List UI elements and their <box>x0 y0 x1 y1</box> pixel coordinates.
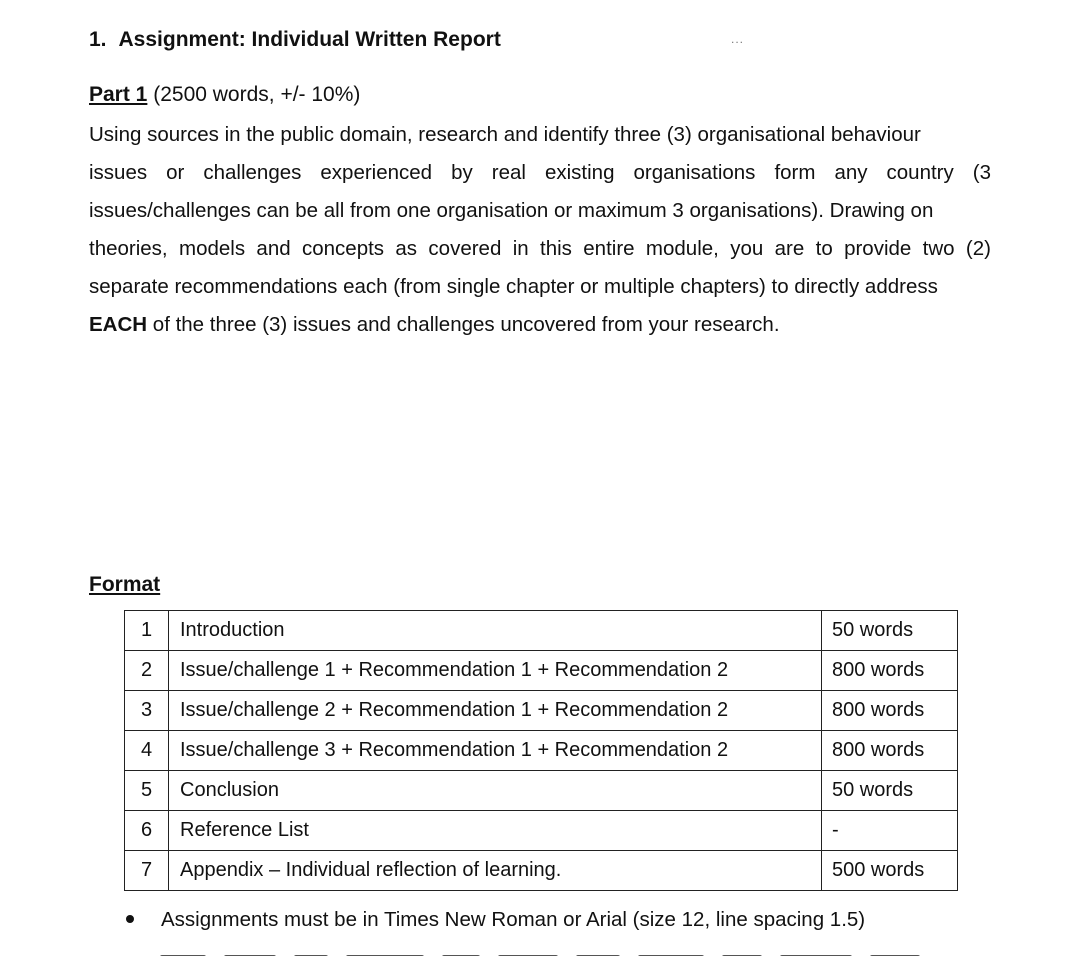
row-item: Issue/challenge 3 + Recommendation 1 + Recommendation 2 <box>169 731 822 771</box>
format-title: Format <box>89 573 161 596</box>
row-words: 800 words <box>822 691 958 731</box>
row-words: - <box>822 811 958 851</box>
table-row <box>125 651 958 691</box>
row-words: 50 words <box>822 611 958 651</box>
row-number: 4 <box>125 731 169 771</box>
row-item: Conclusion <box>169 771 822 811</box>
row-number: 1 <box>125 611 169 651</box>
row-number: 2 <box>125 651 169 691</box>
row-words: 800 words <box>822 731 958 771</box>
row-number: 3 <box>125 691 169 731</box>
paragraph-line-6 <box>89 306 991 344</box>
paragraph-line-3: issues/challenges can be all from one organisation or maximum 3 organisations). Drawing on <box>89 199 934 222</box>
table-row <box>125 811 958 851</box>
part-detail: (2500 words, +/- 10%) <box>153 83 361 106</box>
bullet-dot-icon <box>126 915 134 923</box>
assignment-heading <box>89 28 501 52</box>
paragraph-line-5: separate recommendations each (from single chapter or multiple chapters) to directly address <box>89 275 938 298</box>
row-number: 6 <box>125 811 169 851</box>
table-row <box>125 611 958 651</box>
instructions-paragraph <box>89 116 991 344</box>
paragraph-line-6-rest: of the three (3) issues and challenges uncovered from your research. <box>147 313 780 336</box>
faint-marker: ... <box>731 32 745 46</box>
part-label: Part 1 <box>89 83 148 106</box>
bullet-text: Assignments must be in Times New Roman or Arial (size 12, line spacing 1.5) <box>161 908 866 931</box>
table-row <box>125 851 958 891</box>
row-words: 500 words <box>822 851 958 891</box>
table-row <box>125 731 958 771</box>
row-item: Reference List <box>169 811 822 851</box>
row-item: Issue/challenge 2 + Recommendation 1 + Recommendation 2 <box>169 691 822 731</box>
row-item: Appendix – Individual reflection of learning. <box>169 851 822 891</box>
cut-off-next-line <box>160 946 980 956</box>
row-words: 800 words <box>822 651 958 691</box>
table-row <box>125 771 958 811</box>
row-item: Issue/challenge 1 + Recommendation 1 + Recommendation 2 <box>169 651 822 691</box>
table-row <box>125 691 958 731</box>
row-words: 50 words <box>822 771 958 811</box>
row-item: Introduction <box>169 611 822 651</box>
paragraph-line-2: issues or challenges experienced by real existing organisations form any country (3 <box>89 161 991 184</box>
paragraph-emphasis: EACH <box>89 313 148 336</box>
paragraph-line-1: Using sources in the public domain, research and identify three (3) organisational behaviour <box>89 123 921 146</box>
format-table <box>124 610 958 891</box>
bullet-item <box>126 908 865 932</box>
heading-title: Assignment: Individual Written Report <box>118 28 501 51</box>
paragraph-line-4: theories, models and concepts as covered in this entire module, you are to provide two (2) <box>89 237 991 260</box>
row-number: 7 <box>125 851 169 891</box>
part-line <box>89 83 360 107</box>
heading-number: 1. <box>89 28 107 51</box>
row-number: 5 <box>125 771 169 811</box>
